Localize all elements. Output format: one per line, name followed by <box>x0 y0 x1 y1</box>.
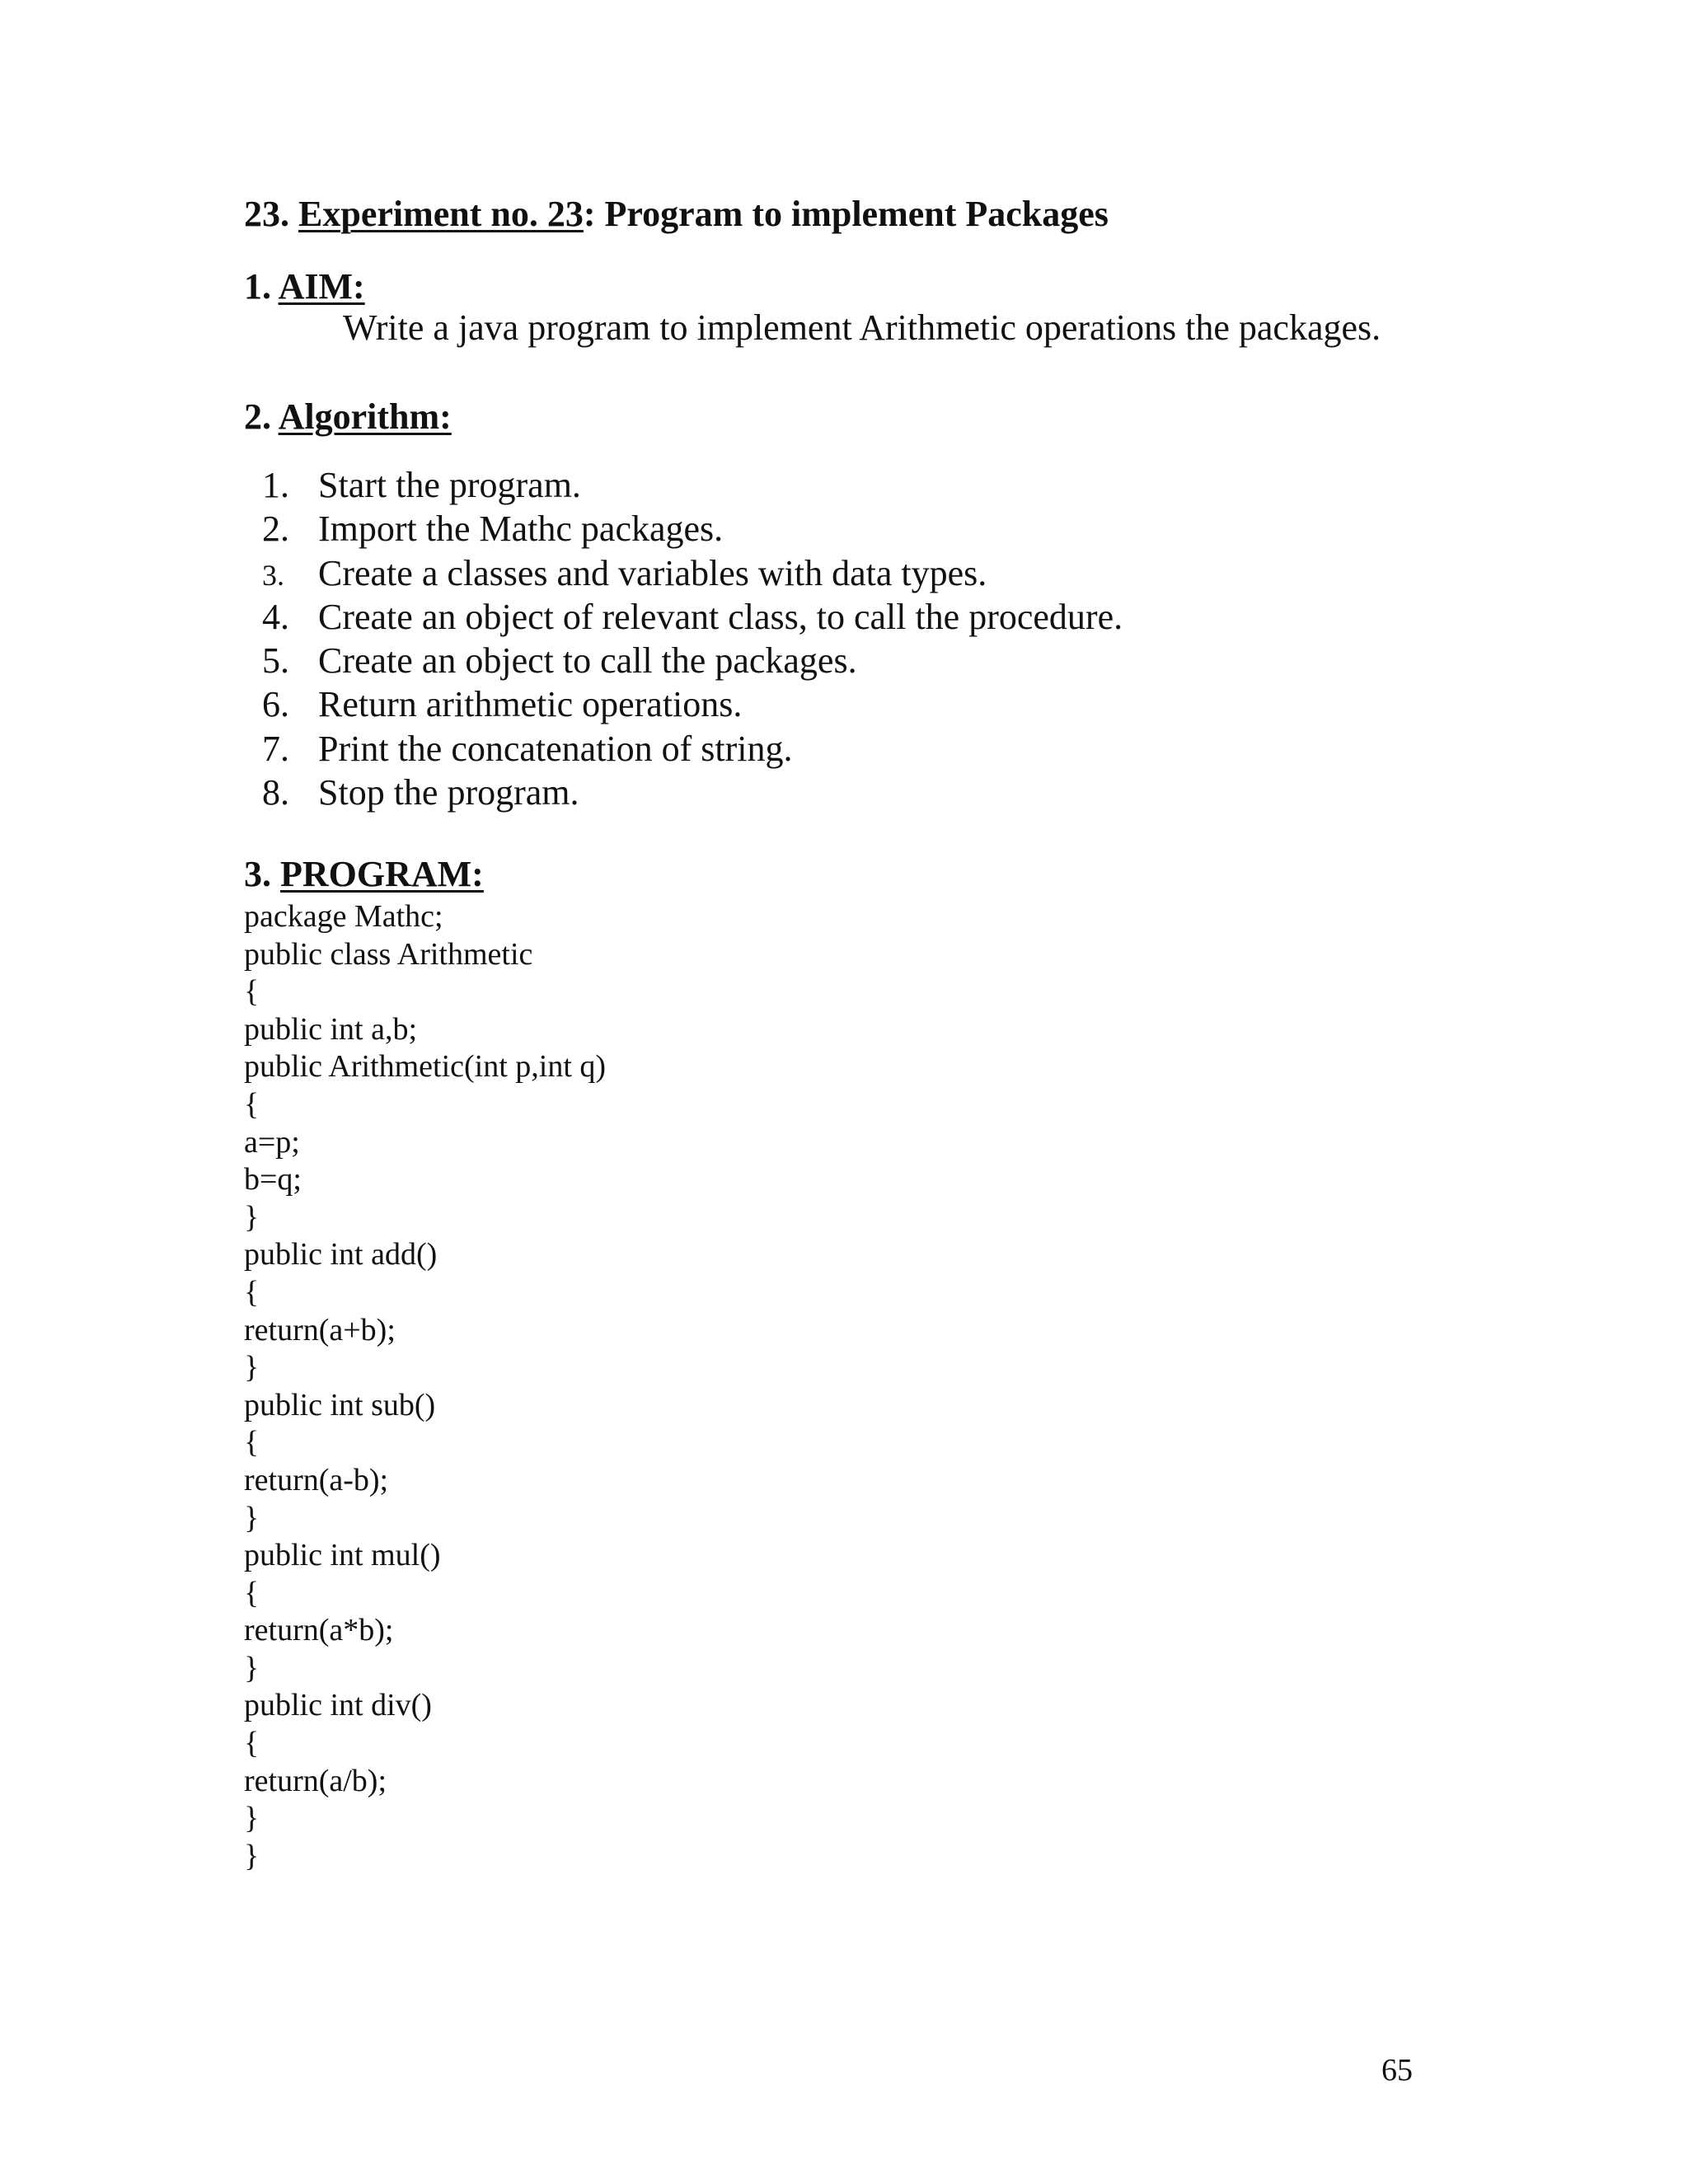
code-line: package Mathc; <box>244 899 443 934</box>
code-line: { <box>244 974 260 1010</box>
code-line: return(a+b); <box>244 1312 396 1347</box>
algorithm-step <box>262 727 1123 771</box>
code-line: { <box>244 1086 260 1122</box>
aim-text: Write a java program to implement Arithmetic operations the packages. <box>343 307 1381 348</box>
code-line: } <box>244 1350 260 1385</box>
algorithm-steps <box>262 463 1123 814</box>
code-line: public int add() <box>244 1237 438 1272</box>
algorithm-step <box>262 639 1123 682</box>
algorithm-step <box>262 595 1123 639</box>
code-line: } <box>244 1801 260 1836</box>
aim-label: AIM: <box>278 266 365 307</box>
algorithm-heading <box>244 396 452 439</box>
step-number: 4. <box>262 596 289 637</box>
step-number: 7. <box>262 728 289 769</box>
step-text: Create an object to call the packages. <box>318 640 857 682</box>
code-line: { <box>244 1575 260 1610</box>
step-number: 1. <box>262 465 289 505</box>
step-text: Start the program. <box>318 465 581 505</box>
step-number: 8. <box>262 772 289 813</box>
title-rest: : Program to implement Packages <box>583 194 1109 234</box>
step-text: Import the Mathc packages. <box>318 509 724 550</box>
code-line: public int sub() <box>244 1387 436 1422</box>
code-line: } <box>244 1500 260 1535</box>
program-number: 3. <box>244 854 280 894</box>
step-number: 2. <box>262 509 289 550</box>
program-label: PROGRAM: <box>280 854 484 894</box>
algorithm-step <box>262 771 1123 814</box>
step-number: 5. <box>262 640 289 682</box>
code-line: public class Arithmetic <box>244 936 533 972</box>
step-text: Stop the program. <box>318 772 579 813</box>
algorithm-label: Algorithm: <box>278 396 452 437</box>
step-text: Create an object of relevant class, to call the procedure. <box>318 596 1123 637</box>
code-line: return(a*b); <box>244 1613 394 1648</box>
page-number: 65 <box>1381 2053 1413 2088</box>
step-text: Print the concatenation of string. <box>318 728 793 769</box>
code-line: { <box>244 1274 260 1310</box>
code-line: } <box>244 1199 260 1235</box>
code-line: a=p; <box>244 1124 300 1160</box>
experiment-title <box>244 193 1109 237</box>
code-line: public int div() <box>244 1688 432 1723</box>
algorithm-step <box>262 507 1123 551</box>
code-line: public int mul() <box>244 1538 441 1573</box>
algorithm-number: 2. <box>244 396 279 437</box>
title-experiment-label: Experiment no. 23 <box>298 194 584 234</box>
algorithm-step <box>262 463 1123 507</box>
code-line: return(a-b); <box>244 1462 389 1497</box>
step-text: Return arithmetic operations. <box>318 684 743 725</box>
program-code <box>244 898 606 1875</box>
program-heading <box>244 853 484 897</box>
code-line: public Arithmetic(int p,int q) <box>244 1049 607 1085</box>
step-text: Create a classes and variables with data types. <box>318 552 987 593</box>
aim-heading <box>244 265 365 309</box>
aim-number: 1. <box>244 266 279 307</box>
code-line: { <box>244 1425 260 1460</box>
algorithm-step <box>262 682 1123 726</box>
code-line: b=q; <box>244 1162 302 1197</box>
step-number: 6. <box>262 684 289 725</box>
code-line: { <box>244 1726 260 1761</box>
algorithm-step <box>262 551 1123 595</box>
code-line: } <box>244 1650 260 1685</box>
code-line: } <box>244 1838 260 1873</box>
code-line: public int a,b; <box>244 1011 418 1047</box>
title-number: 23. <box>244 194 298 234</box>
step-number: 3. <box>262 558 284 592</box>
code-line: return(a/b); <box>244 1763 387 1798</box>
